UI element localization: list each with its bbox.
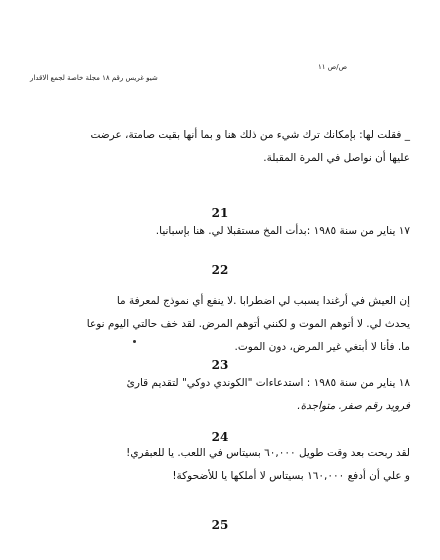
paragraph-21 — [30, 220, 410, 243]
paragraph-23 — [30, 372, 410, 418]
text-line: يحدث لي. لا أتوهم الموت و لكنني أتوهم المرض. لقد خف حالتي اليوم نوعا — [86, 318, 410, 330]
running-header: شيو غريس رقم ١٨ مجلة خاصة لجمع الاقدار — [30, 74, 158, 82]
paragraph-22 — [30, 290, 410, 359]
paragraph-intro — [30, 124, 410, 170]
text-line: ما. فأنا لا أبتغي غير المرض، دون الموت. — [234, 341, 410, 353]
section-number-24: 24 — [211, 430, 229, 444]
text-line: ١٧ يناير من سنة ١٩٨٥ :بدأت المخ مستقبلا لي. هنا بإسبانيا. — [155, 225, 410, 237]
stray-mark — [133, 340, 136, 343]
paragraph-24 — [30, 442, 410, 488]
section-number-23: 23 — [211, 358, 229, 372]
text-line: _ فقلت لها: بإمكانك ترك شيء من ذلك هنا و بما أنها بقيت صامتة، عرضت — [90, 129, 410, 141]
section-number-21: 21 — [211, 206, 229, 220]
text-line: عليها أن نواصل في المرة المقبلة. — [263, 152, 410, 164]
text-line: لقد ربحت بعد وقت طويل ٦٠,٠٠٠ بسيتاس في اللعب. يا للعبقري! — [126, 447, 410, 459]
text-line: فرويد رقم صفر. متواجدة. — [297, 400, 410, 412]
text-line: ١٨ يناير من سنة ١٩٨٥ : استدعاءات "الكوندي دوكي" لتقديم قارئ — [126, 377, 410, 389]
text-line: إن العيش في أرغندا يسبب لي اضطرابا .لا ينفع أي نموذج لمعرفة ما — [116, 295, 410, 307]
section-number-25: 25 — [211, 518, 229, 532]
page-number: ص/ص ١١ — [318, 63, 348, 71]
section-number-22: 22 — [211, 263, 229, 277]
text-line: و علي أن أدفع ١٦٠,٠٠٠ بسيتاس لا أملكها يا للأضحوكة! — [172, 470, 410, 482]
